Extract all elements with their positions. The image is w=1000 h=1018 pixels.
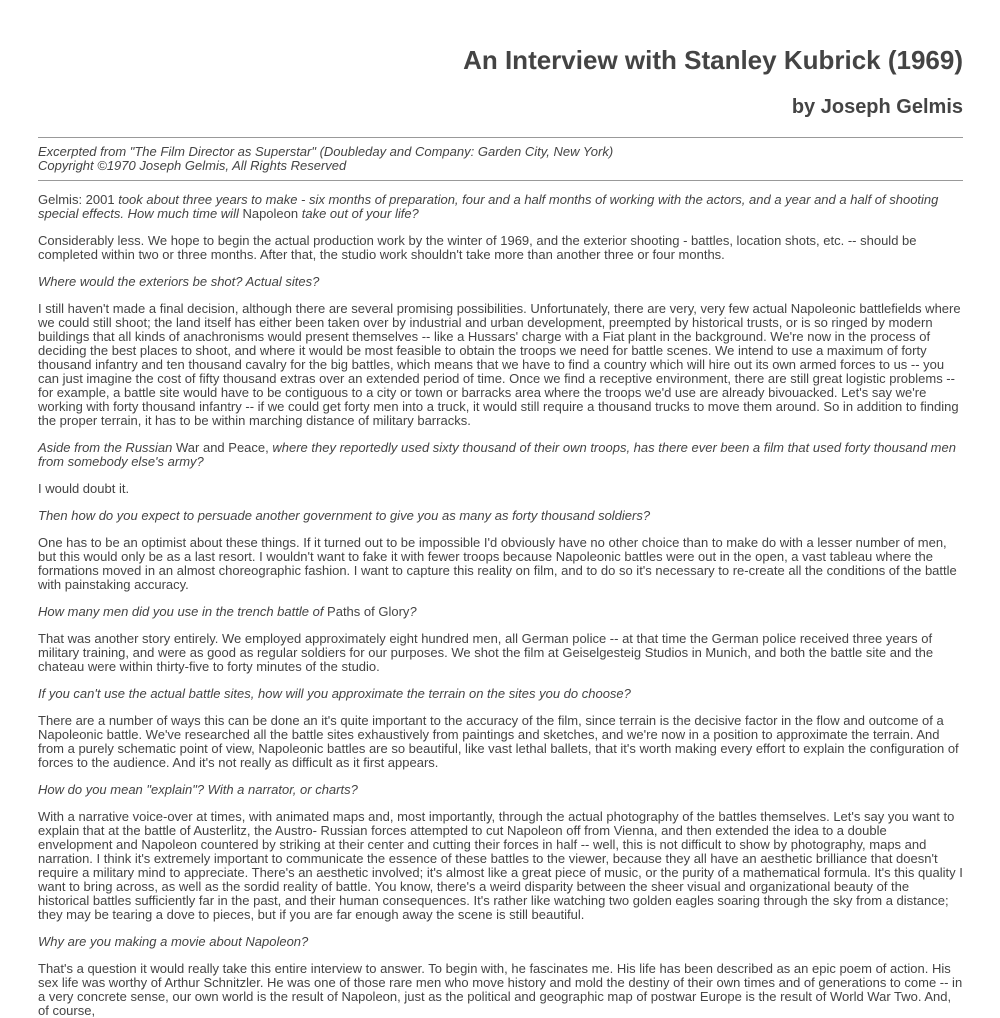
title-reference: Paths of Glory xyxy=(327,604,410,619)
interview-question xyxy=(38,935,963,949)
interview-answer: I would doubt it. xyxy=(38,481,130,496)
interview-answer: There are a number of ways this can be done an it's quite important to the accuracy of the film, since terrain is the decisive factor in the flow and outcome of a Napoleonic battle. We've researched all the battle sites exhaustively from paintings and sketches, and we're now in a position to approximate the terrain. And from a purely schematic point of view, Napoleonic battles are so beautiful, like vast lethal ballets, that it's worth making every effort to explain the configuration of forces to the audience. And it's not really as difficult as it first appears. xyxy=(38,713,959,770)
copyright-line: Copyright ©1970 Joseph Gelmis, All Rights Reserved xyxy=(38,158,347,173)
question-text: took about three years to make - six months of preparation, four and a half months of working with the actors, and a year and a half of shooting special effects. How much time will xyxy=(38,192,939,221)
excerpt-line: Excerpted from "The Film Director as Superstar" (Doubleday and Company: Garden City, New York) xyxy=(38,144,614,159)
source-note xyxy=(38,138,963,180)
question-text: Aside from the Russian xyxy=(38,440,177,455)
title-reference: War and Peace, xyxy=(176,440,269,455)
interview-answer: Considerably less. We hope to begin the actual production work by the winter of 1969, and the exterior shooting - battles, location shots, etc. -- should be completed within two or three months. After that, the studio work shouldn't take more than another three or four months. xyxy=(38,233,917,262)
interview-question xyxy=(38,441,963,469)
question-text: If you can't use the actual battle sites, how will you approximate the terrain on the sites you do choose? xyxy=(38,686,631,701)
question-text: ? xyxy=(409,604,417,619)
divider-bottom xyxy=(38,180,963,181)
question-text: Why are you making a movie about Napoleon? xyxy=(38,934,309,949)
interview-question xyxy=(38,509,963,523)
question-text: where they reportedly used sixty thousand of their own troops, has there ever been a film that used forty thousand men from somebody else's army? xyxy=(38,440,956,469)
article xyxy=(38,0,963,1018)
interview-question xyxy=(38,783,963,797)
interview-answer: I still haven't made a final decision, although there are several promising possibilities. Unfortunately, there are very, very few actual Napoleonic battlefields where we could still shoot; the land itself has either been taken over by industrial and urban development, preempted by historical trusts, or is so ringed by modern buildings that all kinds of anachronisms would present themselves -- like a Hussars' charge with a Fiat plant in the background. We're now in the process of deciding the best places to shoot, and where it would be most feasible to obtain the troops we need for battle scenes. We intend to use a maximum of forty thousand infantry and ten thousand cavalry for the big battles, which means that we have to find a country which will hire out its own armed forces to us -- you can just imagine the cost of fifty thousand extras over an extended period of time. Once we find a receptive environment, there are still great logistic problems -- for example, a battle site would have to be contiguous to a city or town or barracks area where the troops we'd use are already bivouacked. Let's say we're working with forty thousand infantry -- if we could get forty men into a truck, it would still require a thousand trucks to move them around. So in addition to finding the proper terrain, it has to be within marching distance of military barracks. xyxy=(38,301,961,428)
interview-body xyxy=(38,193,963,1018)
interview-answer: That was another story entirely. We employed approximately eight hundred men, all German police -- at that time the German police received three years of military training, and were as good as regular soldiers for our purposes. We shot the film at Geiselgesteig Studios in Munich, and both the battle site and the chateau were within thirty-five to forty minutes of the studio. xyxy=(38,631,934,674)
page-title: An Interview with Stanley Kubrick (1969) xyxy=(463,45,963,75)
interview-answer: With a narrative voice-over at times, with animated maps and, most importantly, through the actual photography of the battles themselves. Let's say you want to explain that at the battle of Austerlitz, the Austro- Russian forces attempted to cut Napoleon off from Vienna, and then extended the idea to a double envelopment and Napoleon countered by striking at their center and cutting their forces in half -- well, this is not difficult to show by photography, maps and narration. I think it's extremely important to communicate the essence of these battles to the viewer, because they all have an aesthetic brilliance that doesn't require a military mind to appreciate. There's an aesthetic involved; it's almost like a great piece of music, or the purity of a mathematical formula. It's this quality I want to bring across, as well as the sordid reality of battle. You know, there's a weird disparity between the sheer visual and organizational beauty of the historical battles sufficiently far in the past, and their human consequences. It's rather like watching two golden eagles soaring through the sky from a distance; they may be tearing a dove to pieces, but if you are far enough away the scene is still beautiful. xyxy=(38,809,963,922)
question-text: How do you mean "explain"? With a narrator, or charts? xyxy=(38,782,358,797)
byline: by Joseph Gelmis xyxy=(791,96,963,118)
question-text: Then how do you expect to persuade another government to give you as many as forty thousand soldiers? xyxy=(38,508,651,523)
interview-answer: One has to be an optimist about these things. If it turned out to be impossible I'd obviously have no other choice than to make do with a lesser number of men, but this would only be as a last resort. I wouldn't want to fake it with fewer troops because Napoleonic battles were out in the open, a vast tableau where the formations moved in an almost choreographic fashion. I want to capture this reality on film, and to do so it's necessary to re-create all the conditions of the battle with painstaking accuracy. xyxy=(38,535,957,592)
interview-question xyxy=(38,687,963,701)
interview-question xyxy=(38,193,963,221)
question-text: take out of your life? xyxy=(298,206,419,221)
title-reference: Napoleon xyxy=(242,206,299,221)
interview-answer: That's a question it would really take this entire interview to answer. To begin with, he fascinates me. His life has been described as an epic poem of action. His sex life was worthy of Arthur Schnitzler. He was one of those rare men who move history and mold the destiny of their own times and of generations to come -- in a very concrete sense, our own world is the result of Napoleon, just as the political and geographic map of postwar Europe is the result of World War Two. And, of course, xyxy=(38,961,963,1018)
interview-question xyxy=(38,605,963,619)
question-text: Where would the exteriors be shot? Actual sites? xyxy=(38,274,320,289)
title-reference: Gelmis: 2001 xyxy=(38,192,115,207)
question-text: How many men did you use in the trench battle of xyxy=(38,604,328,619)
interview-question xyxy=(38,275,963,289)
